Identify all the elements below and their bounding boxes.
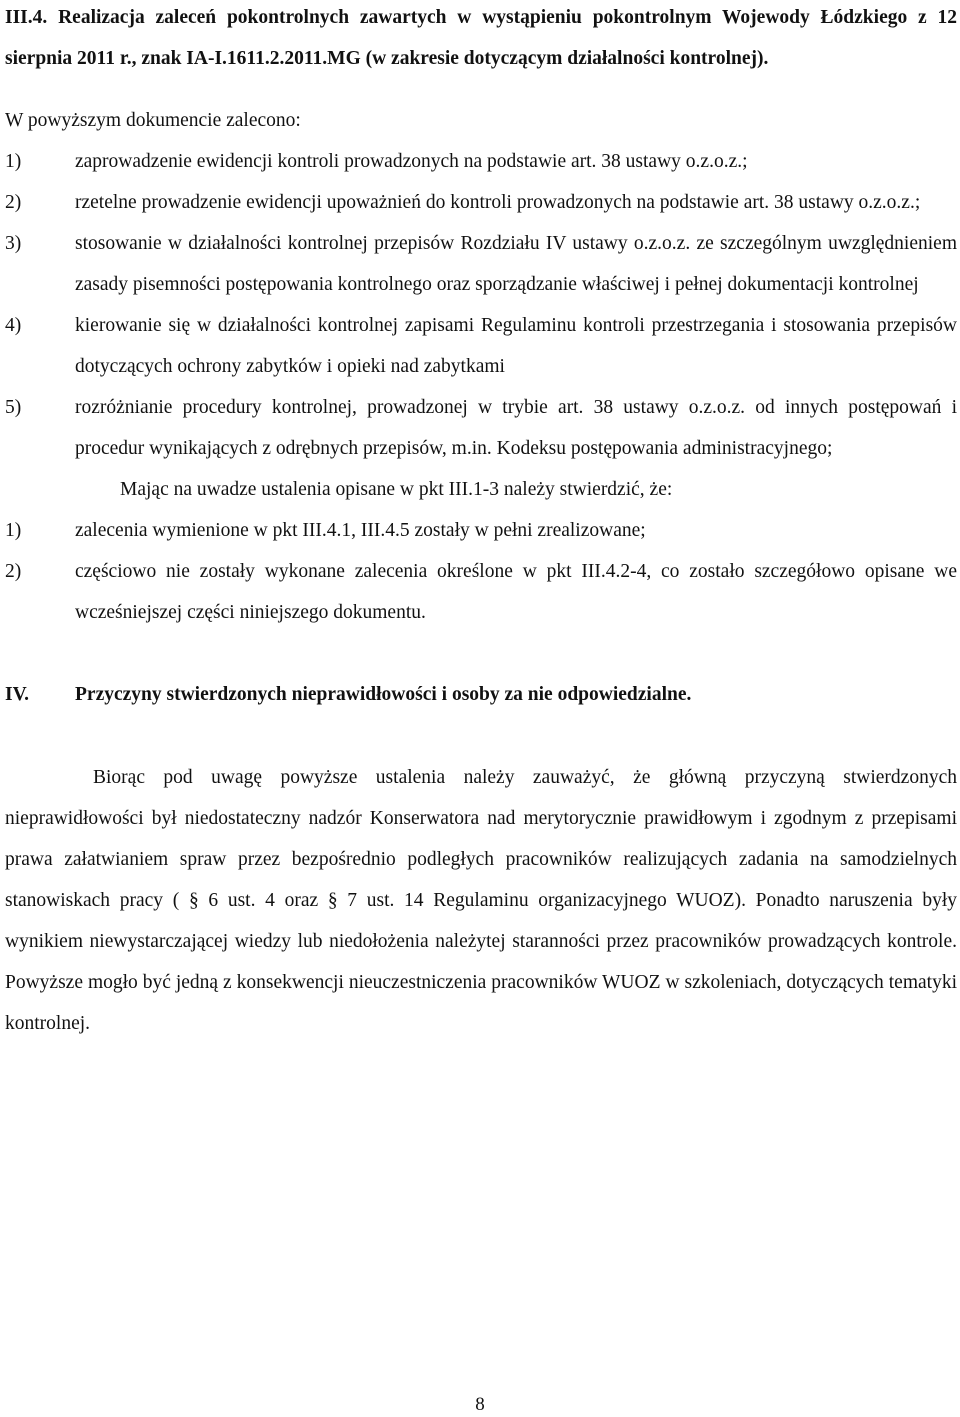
section-number: IV. <box>5 684 30 705</box>
findings-list <box>5 510 957 633</box>
list-item-number: 1) <box>5 520 22 541</box>
page-number: 8 <box>475 1394 485 1415</box>
list-item-number: 2) <box>5 192 22 213</box>
list-item-number: 5) <box>5 397 22 418</box>
recommendations-list <box>5 141 957 469</box>
list-item <box>5 305 957 387</box>
list-item <box>5 223 957 305</box>
section-heading-iv <box>5 674 957 715</box>
list-item-text: zaprowadzenie ewidencji kontroli prowadzonych na podstawie art. 38 ustawy o.z.o.z.; <box>75 151 748 172</box>
list-item-text: zalecenia wymienione w pkt III.4.1, III.4.5 zostały w pełni zrealizowane; <box>75 520 646 541</box>
list-item-number: 4) <box>5 315 22 336</box>
recommendations-intro: W powyższym dokumencie zalecono: <box>5 110 301 131</box>
document-page <box>5 0 957 1044</box>
findings-intro: Mając na uwadze ustalenia opisane w pkt III.1-3 należy stwierdzić, że: <box>120 479 673 500</box>
list-item-number: 3) <box>5 233 22 254</box>
list-item-text: rzetelne prowadzenie ewidencji upoważnień do kontroli prowadzonych na podstawie art. 38 ustawy o.z.o.z.; <box>75 192 921 213</box>
list-item <box>5 387 957 469</box>
section-heading-iii-4: III.4. Realizacja zaleceń pokontrolnych zawartych w wystąpieniu pokontrolnym Wojewody Łódzkiego z 12 sierpnia 2011 r., znak IA-I.1611.2.2011.MG (w zakresie dotyczącym działalności kontrolnej). <box>5 7 957 69</box>
body-paragraph: Biorąc pod uwagę powyższe ustalenia należy zauważyć, że główną przyczyną stwierdzonych nieprawidłowości był niedostateczny nadzór Konserwatora nad merytorycznie prawidłowym i zgodnym z przepisami prawa załatwianiem spraw przez bezpośrednio podległych pracowników realizujących zadania na samodzielnych stanowiskach pracy ( § 6 ust. 4 oraz § 7 ust. 14 Regulaminu organizacyjnego WUOZ). Ponadto naruszenia były wynikiem niewystarczającej wiedzy lub niedołożenia należytej staranności przez pracowników prowadzących kontrole. Powyższe mogło być jedną z konsekwencji nieuczestniczenia pracowników WUOZ w szkoleniach, dotyczących tematyki kontrolnej. <box>5 767 957 1034</box>
list-item <box>5 141 957 182</box>
list-item-text: stosowanie w działalności kontrolnej przepisów Rozdziału IV ustawy o.z.o.z. ze szczególnym uwzględnieniem zasady pisemności postępowania kontrolnego oraz sporządzanie właściwej i pełnej dokumentacji kontrolnej <box>75 233 957 295</box>
list-item-text: kierowanie się w działalności kontrolnej zapisami Regulaminu kontroli przestrzegania i stosowania przepisów dotyczących ochrony zabytków i opieki nad zabytkami <box>75 315 957 377</box>
section-title: Przyczyny stwierdzonych nieprawidłowości i osoby za nie odpowiedzialne. <box>75 684 692 705</box>
list-item-number: 1) <box>5 151 22 172</box>
list-item-text: rozróżnianie procedury kontrolnej, prowadzonej w trybie art. 38 ustawy o.z.o.z. od innych postępowań i procedur wynikających z odrębnych przepisów, m.in. Kodeksu postępowania administracyjnego; <box>75 397 957 459</box>
list-item <box>5 510 957 551</box>
list-item-text: częściowo nie zostały wykonane zalecenia określone w pkt III.4.2-4, co zostało szczegółowo opisane we wcześniejszej części niniejszego dokumentu. <box>75 561 957 623</box>
list-item <box>5 182 957 223</box>
list-item-number: 2) <box>5 561 22 582</box>
list-item <box>5 551 957 633</box>
